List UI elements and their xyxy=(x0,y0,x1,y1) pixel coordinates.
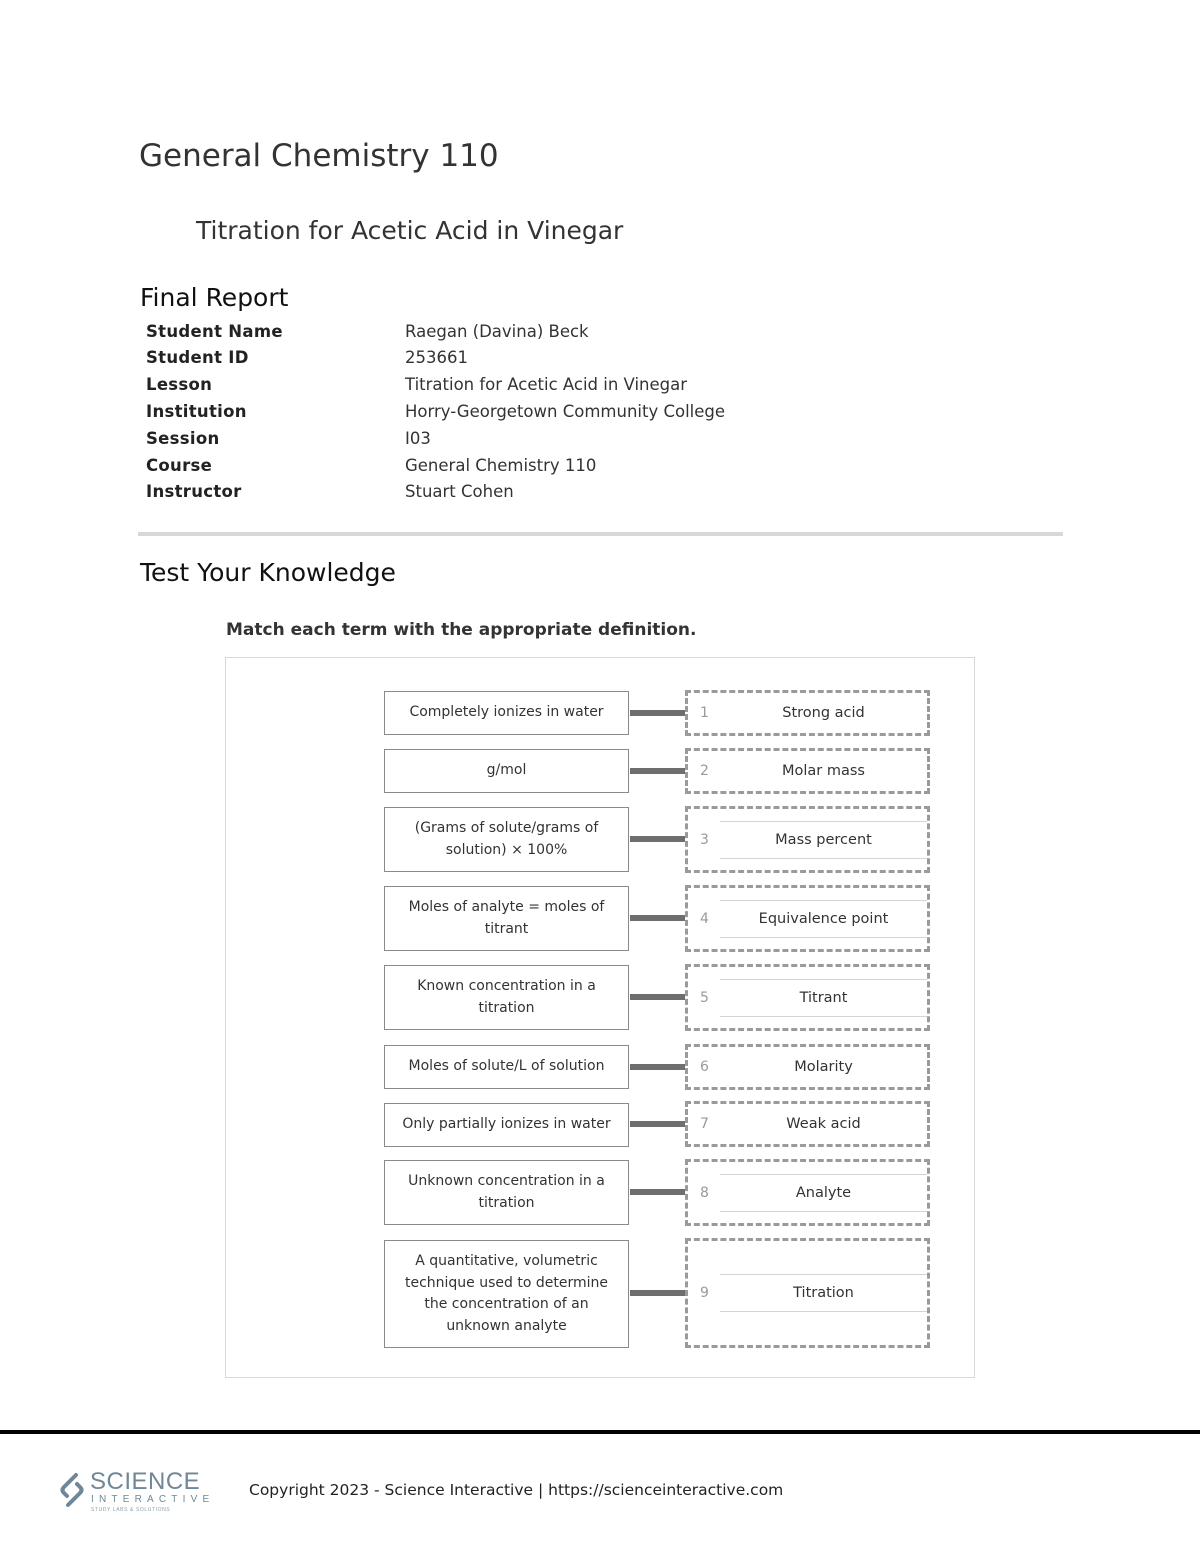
slot-number: 7 xyxy=(700,1116,709,1132)
info-value: Titration for Acetic Acid in Vinegar xyxy=(405,375,688,394)
course-title: General Chemistry 110 xyxy=(139,138,499,174)
match-connector xyxy=(630,710,685,716)
match-connector xyxy=(630,1189,685,1195)
match-connector xyxy=(630,915,685,921)
match-connector xyxy=(630,836,685,842)
final-report-heading: Final Report xyxy=(140,283,289,312)
slot-number: 6 xyxy=(700,1059,709,1075)
term-label[interactable]: Molar mass xyxy=(782,763,865,779)
term-slot[interactable] xyxy=(685,748,930,794)
term-slot[interactable] xyxy=(685,885,930,952)
definition-box[interactable]: Completely ionizes in water xyxy=(384,691,629,735)
info-row-lesson xyxy=(146,375,946,399)
definition-box[interactable]: (Grams of solute/grams of solution) × 100% xyxy=(384,807,629,872)
info-row-student-name xyxy=(146,322,946,346)
info-value: General Chemistry 110 xyxy=(405,456,597,475)
term-label[interactable]: Titration xyxy=(720,1274,927,1312)
term-label[interactable]: Analyte xyxy=(720,1174,927,1212)
logo-wordmark: SCIENCE xyxy=(90,1468,201,1495)
info-value: Stuart Cohen xyxy=(405,482,514,501)
slot-number: 8 xyxy=(700,1184,709,1201)
slot-number: 9 xyxy=(700,1285,709,1301)
copyright-text: Copyright 2023 - Science Interactive | https://scienceinteractive.com xyxy=(249,1481,784,1499)
slot-number: 1 xyxy=(700,705,709,721)
quiz-prompt: Match each term with the appropriate definition. xyxy=(226,620,697,640)
section-divider xyxy=(138,532,1063,536)
info-label: Course xyxy=(146,456,213,475)
definition-box[interactable]: g/mol xyxy=(384,749,629,793)
info-row-student-id xyxy=(146,348,946,372)
info-row-course xyxy=(146,456,946,480)
match-connector xyxy=(630,768,685,774)
slot-number: 4 xyxy=(700,910,709,927)
term-label[interactable]: Titrant xyxy=(720,979,927,1017)
definition-box[interactable]: Unknown concentration in a titration xyxy=(384,1160,629,1225)
term-slot[interactable] xyxy=(685,1101,930,1147)
term-slot[interactable] xyxy=(685,1238,930,1348)
definition-box[interactable]: A quantitative, volumetric technique used to determine the concentration of an unknown analyte xyxy=(384,1240,629,1348)
definition-box[interactable]: Moles of analyte = moles of titrant xyxy=(384,886,629,951)
term-slot[interactable] xyxy=(685,690,930,736)
science-interactive-logo xyxy=(58,1468,215,1515)
info-value: I03 xyxy=(405,429,431,448)
test-knowledge-heading: Test Your Knowledge xyxy=(140,558,396,587)
lesson-title: Titration for Acetic Acid in Vinegar xyxy=(196,216,624,245)
term-label[interactable]: Equivalence point xyxy=(720,900,927,938)
match-connector xyxy=(630,994,685,1000)
info-row-institution xyxy=(146,402,946,426)
match-connector xyxy=(630,1121,685,1127)
footer-rule xyxy=(0,1430,1200,1434)
match-connector xyxy=(630,1290,685,1296)
term-label[interactable]: Molarity xyxy=(794,1059,853,1075)
info-label: Instructor xyxy=(146,482,242,501)
info-label: Institution xyxy=(146,402,247,421)
info-value: Raegan (Davina) Beck xyxy=(405,322,589,341)
logo-tagline: STUDY LABS & SOLUTIONS xyxy=(91,1507,171,1513)
definition-box[interactable]: Known concentration in a titration xyxy=(384,965,629,1030)
info-value: 253661 xyxy=(405,348,468,367)
slot-number: 3 xyxy=(700,831,709,848)
definition-box[interactable]: Only partially ionizes in water xyxy=(384,1103,629,1147)
term-slot[interactable] xyxy=(685,964,930,1031)
slot-number: 5 xyxy=(700,989,709,1006)
slot-number: 2 xyxy=(700,763,709,779)
info-value: Horry-Georgetown Community College xyxy=(405,402,726,421)
info-row-session xyxy=(146,429,946,453)
logo-subtitle: INTERACTIVE xyxy=(91,1494,215,1505)
term-slot[interactable] xyxy=(685,806,930,873)
info-label: Student Name xyxy=(146,322,283,341)
logo-mark-icon xyxy=(58,1471,86,1509)
term-label[interactable]: Strong acid xyxy=(782,705,865,721)
definition-box[interactable]: Moles of solute/L of solution xyxy=(384,1045,629,1089)
term-slot[interactable] xyxy=(685,1159,930,1226)
term-label[interactable]: Weak acid xyxy=(786,1116,861,1132)
info-label: Session xyxy=(146,429,220,448)
term-label[interactable]: Mass percent xyxy=(720,821,927,859)
info-row-instructor xyxy=(146,482,946,506)
info-label: Student ID xyxy=(146,348,249,367)
info-label: Lesson xyxy=(146,375,213,394)
match-connector xyxy=(630,1064,685,1070)
term-slot[interactable] xyxy=(685,1044,930,1090)
